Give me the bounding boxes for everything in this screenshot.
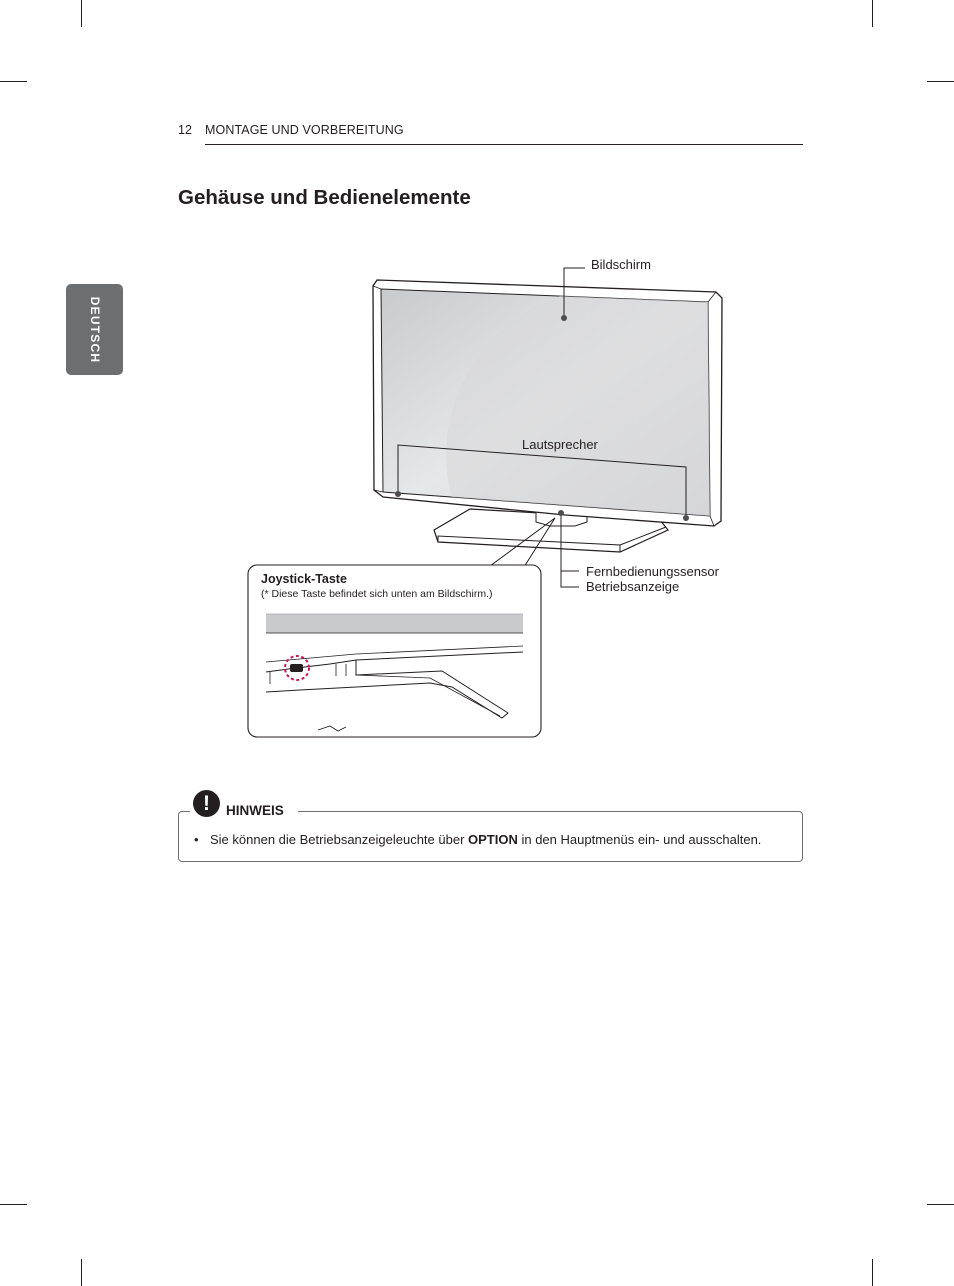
page-number: 12 [178,123,192,137]
crop-mark [0,1204,27,1205]
sensor-point [558,510,564,516]
remote-sensor-label: Fernbedienungssensor [586,564,719,579]
power-indicator-label: Betriebsanzeige [586,579,680,594]
note-text-bold: OPTION [468,832,518,847]
speaker-label: Lautsprecher [522,437,598,452]
note-title: HINWEIS [226,803,284,818]
note-text-after: in den Hauptmenüs ein- und ausschalten. [517,832,762,847]
exclamation-icon: ! [193,790,220,817]
section-title: MONTAGE UND VORBEREITUNG [205,123,404,137]
page-title: Gehäuse und Bedienelemente [178,186,471,209]
joystick-inset-subtitle: (* Diese Taste befindet sich unten am Bildschirm.) [261,588,493,600]
tv-frame [373,280,722,526]
note-text-before: Sie können die Betriebsanzeigeleuchte über [210,832,469,847]
note-bullet: • [194,832,199,847]
crop-mark [872,1259,873,1286]
screen-label: Bildschirm [591,257,651,272]
speaker-point-left [395,491,401,497]
screen-point [561,315,567,321]
crop-mark [81,1259,82,1286]
note-text [210,832,761,847]
language-tab-label: DEUTSCH [87,296,102,363]
joystick-inset-title: Joystick-Taste [261,572,347,586]
speaker-point-right [683,515,689,521]
crop-mark [927,1204,954,1205]
